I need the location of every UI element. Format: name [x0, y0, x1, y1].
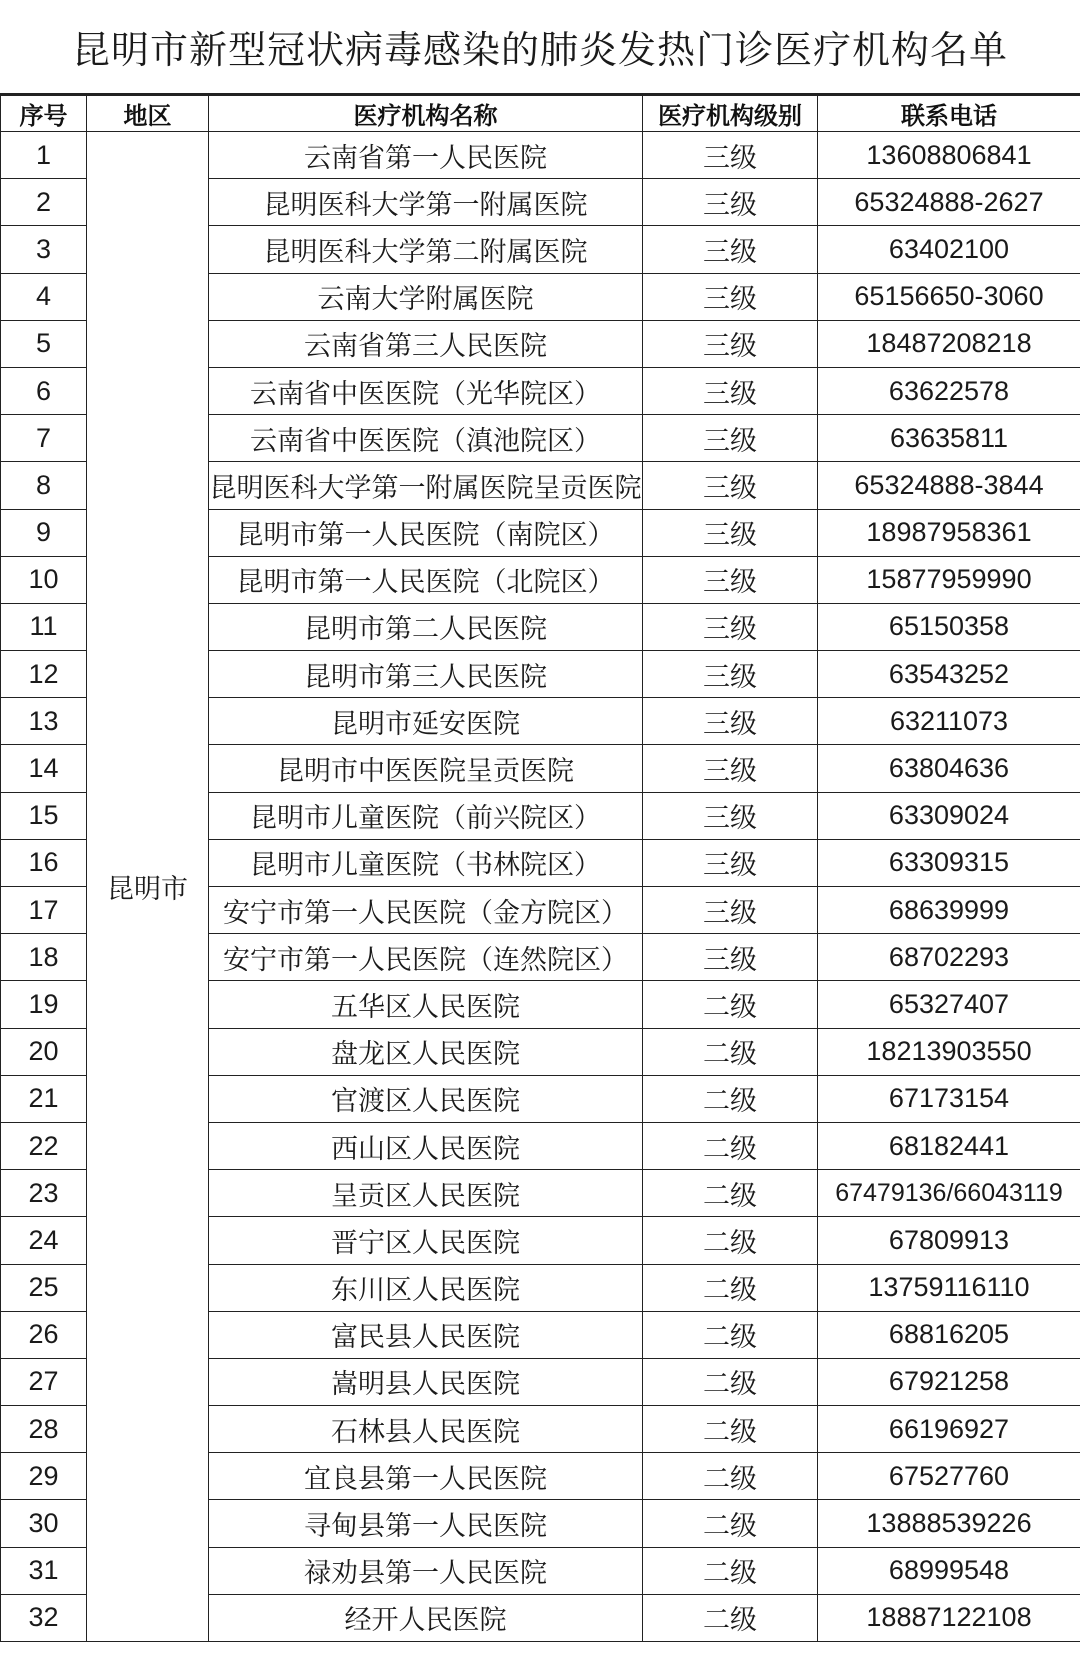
hospital-level: 二级 — [643, 1406, 818, 1453]
hospital-name: 石林县人民医院 — [209, 1406, 643, 1453]
contact-phone: 67479136/66043119 — [818, 1170, 1080, 1217]
hospital-level: 三级 — [643, 415, 818, 462]
row-index: 8 — [1, 462, 87, 509]
hospital-level: 二级 — [643, 1547, 818, 1594]
hospital-level: 三级 — [643, 839, 818, 886]
contact-phone: 65156650-3060 — [818, 273, 1080, 320]
hospital-name: 昆明医科大学第一附属医院呈贡医院 — [209, 462, 643, 509]
hospital-name: 呈贡区人民医院 — [209, 1170, 643, 1217]
hospital-level: 三级 — [643, 887, 818, 934]
hospital-level: 三级 — [643, 698, 818, 745]
hospital-level: 二级 — [643, 1264, 818, 1311]
contact-phone: 63543252 — [818, 651, 1080, 698]
row-index: 4 — [1, 273, 87, 320]
region-cell: 昆明市 — [87, 132, 209, 1642]
contact-phone: 67173154 — [818, 1075, 1080, 1122]
hospital-level: 二级 — [643, 1075, 818, 1122]
contact-phone: 63804636 — [818, 745, 1080, 792]
row-index: 3 — [1, 226, 87, 273]
row-index: 21 — [1, 1075, 87, 1122]
hospital-name: 云南省中医医院（滇池院区） — [209, 415, 643, 462]
table-header — [1, 96, 1080, 132]
row-index: 6 — [1, 367, 87, 414]
contact-phone: 18887122108 — [818, 1594, 1080, 1641]
row-index: 29 — [1, 1453, 87, 1500]
contact-phone: 68639999 — [818, 887, 1080, 934]
hospital-level: 二级 — [643, 1594, 818, 1641]
row-index: 28 — [1, 1406, 87, 1453]
contact-phone: 65324888-2627 — [818, 179, 1080, 226]
hospital-name: 嵩明县人民医院 — [209, 1358, 643, 1405]
row-index: 19 — [1, 981, 87, 1028]
hospital-level: 二级 — [643, 1028, 818, 1075]
contact-phone: 18213903550 — [818, 1028, 1080, 1075]
row-index: 24 — [1, 1217, 87, 1264]
hospital-level: 三级 — [643, 934, 818, 981]
hospital-level: 二级 — [643, 1358, 818, 1405]
hospital-level: 二级 — [643, 1170, 818, 1217]
hospital-table — [0, 95, 1080, 1642]
header-name: 医疗机构名称 — [209, 96, 643, 132]
hospital-level: 三级 — [643, 651, 818, 698]
contact-phone: 13608806841 — [818, 132, 1080, 179]
hospital-name: 官渡区人民医院 — [209, 1075, 643, 1122]
hospital-name: 经开人民医院 — [209, 1594, 643, 1641]
hospital-name: 昆明市延安医院 — [209, 698, 643, 745]
contact-phone: 63622578 — [818, 367, 1080, 414]
row-index: 15 — [1, 792, 87, 839]
contact-phone: 68702293 — [818, 934, 1080, 981]
hospital-level: 三级 — [643, 509, 818, 556]
hospital-name: 云南省第一人民医院 — [209, 132, 643, 179]
contact-phone: 68182441 — [818, 1122, 1080, 1169]
contact-phone: 63402100 — [818, 226, 1080, 273]
contact-phone: 67921258 — [818, 1358, 1080, 1405]
row-index: 31 — [1, 1547, 87, 1594]
hospital-name: 禄劝县第一人民医院 — [209, 1547, 643, 1594]
row-index: 22 — [1, 1122, 87, 1169]
hospital-name: 云南省第三人民医院 — [209, 320, 643, 367]
document-title: 昆明市新型冠状病毒感染的肺炎发热门诊医疗机构名单 — [71, 28, 1008, 72]
hospital-name: 五华区人民医院 — [209, 981, 643, 1028]
hospital-name: 昆明市第三人民医院 — [209, 651, 643, 698]
row-index: 16 — [1, 839, 87, 886]
row-index: 23 — [1, 1170, 87, 1217]
hospital-level: 三级 — [643, 745, 818, 792]
contact-phone: 65324888-3844 — [818, 462, 1080, 509]
hospital-level: 三级 — [643, 273, 818, 320]
row-index: 12 — [1, 651, 87, 698]
contact-phone: 67527760 — [818, 1453, 1080, 1500]
hospital-name: 安宁市第一人民医院（连然院区） — [209, 934, 643, 981]
hospital-level: 二级 — [643, 981, 818, 1028]
row-index: 10 — [1, 556, 87, 603]
hospital-level: 三级 — [643, 320, 818, 367]
hospital-name: 安宁市第一人民医院（金方院区） — [209, 887, 643, 934]
row-index: 20 — [1, 1028, 87, 1075]
hospital-name: 昆明市儿童医院（前兴院区） — [209, 792, 643, 839]
contact-phone: 18987958361 — [818, 509, 1080, 556]
contact-phone: 13759116110 — [818, 1264, 1080, 1311]
row-index: 5 — [1, 320, 87, 367]
header-index: 序号 — [1, 96, 87, 132]
contact-phone: 15877959990 — [818, 556, 1080, 603]
hospital-level: 二级 — [643, 1217, 818, 1264]
hospital-name: 昆明市儿童医院（书林院区） — [209, 839, 643, 886]
hospital-level: 三级 — [643, 179, 818, 226]
row-index: 2 — [1, 179, 87, 226]
hospital-level: 三级 — [643, 132, 818, 179]
header-row — [1, 96, 1080, 132]
hospital-level: 二级 — [643, 1122, 818, 1169]
contact-phone: 65327407 — [818, 981, 1080, 1028]
hospital-level: 二级 — [643, 1500, 818, 1547]
contact-phone: 68999548 — [818, 1547, 1080, 1594]
row-index: 27 — [1, 1358, 87, 1405]
hospital-name: 昆明市第一人民医院（南院区） — [209, 509, 643, 556]
contact-phone: 68816205 — [818, 1311, 1080, 1358]
hospital-name: 云南省中医医院（光华院区） — [209, 367, 643, 414]
hospital-level: 二级 — [643, 1453, 818, 1500]
header-phone: 联系电话 — [818, 96, 1080, 132]
contact-phone: 18487208218 — [818, 320, 1080, 367]
title-bar — [0, 0, 1080, 95]
row-index: 26 — [1, 1311, 87, 1358]
hospital-name: 盘龙区人民医院 — [209, 1028, 643, 1075]
hospital-level: 三级 — [643, 556, 818, 603]
hospital-level: 二级 — [643, 1311, 818, 1358]
hospital-name: 云南大学附属医院 — [209, 273, 643, 320]
hospital-name: 富民县人民医院 — [209, 1311, 643, 1358]
header-region: 地区 — [87, 96, 209, 132]
row-index: 1 — [1, 132, 87, 179]
row-index: 17 — [1, 887, 87, 934]
header-level: 医疗机构级别 — [643, 96, 818, 132]
row-index: 14 — [1, 745, 87, 792]
table-row — [1, 132, 1080, 179]
hospital-level: 三级 — [643, 226, 818, 273]
hospital-name: 西山区人民医院 — [209, 1122, 643, 1169]
row-index: 13 — [1, 698, 87, 745]
contact-phone: 63635811 — [818, 415, 1080, 462]
hospital-level: 三级 — [643, 603, 818, 650]
contact-phone: 63309024 — [818, 792, 1080, 839]
row-index: 32 — [1, 1594, 87, 1641]
contact-phone: 67809913 — [818, 1217, 1080, 1264]
row-index: 9 — [1, 509, 87, 556]
row-index: 25 — [1, 1264, 87, 1311]
row-index: 30 — [1, 1500, 87, 1547]
hospital-level: 三级 — [643, 367, 818, 414]
row-index: 18 — [1, 934, 87, 981]
row-index: 7 — [1, 415, 87, 462]
contact-phone: 65150358 — [818, 603, 1080, 650]
contact-phone: 63309315 — [818, 839, 1080, 886]
hospital-name: 昆明市第一人民医院（北院区） — [209, 556, 643, 603]
hospital-name: 昆明医科大学第一附属医院 — [209, 179, 643, 226]
contact-phone: 13888539226 — [818, 1500, 1080, 1547]
hospital-level: 三级 — [643, 462, 818, 509]
table-body — [1, 132, 1080, 1642]
hospital-name: 东川区人民医院 — [209, 1264, 643, 1311]
contact-phone: 66196927 — [818, 1406, 1080, 1453]
hospital-level: 三级 — [643, 792, 818, 839]
hospital-name: 宜良县第一人民医院 — [209, 1453, 643, 1500]
contact-phone: 63211073 — [818, 698, 1080, 745]
hospital-name: 昆明医科大学第二附属医院 — [209, 226, 643, 273]
hospital-name: 晋宁区人民医院 — [209, 1217, 643, 1264]
hospital-name: 寻甸县第一人民医院 — [209, 1500, 643, 1547]
hospital-name: 昆明市第二人民医院 — [209, 603, 643, 650]
hospital-name: 昆明市中医医院呈贡医院 — [209, 745, 643, 792]
row-index: 11 — [1, 603, 87, 650]
